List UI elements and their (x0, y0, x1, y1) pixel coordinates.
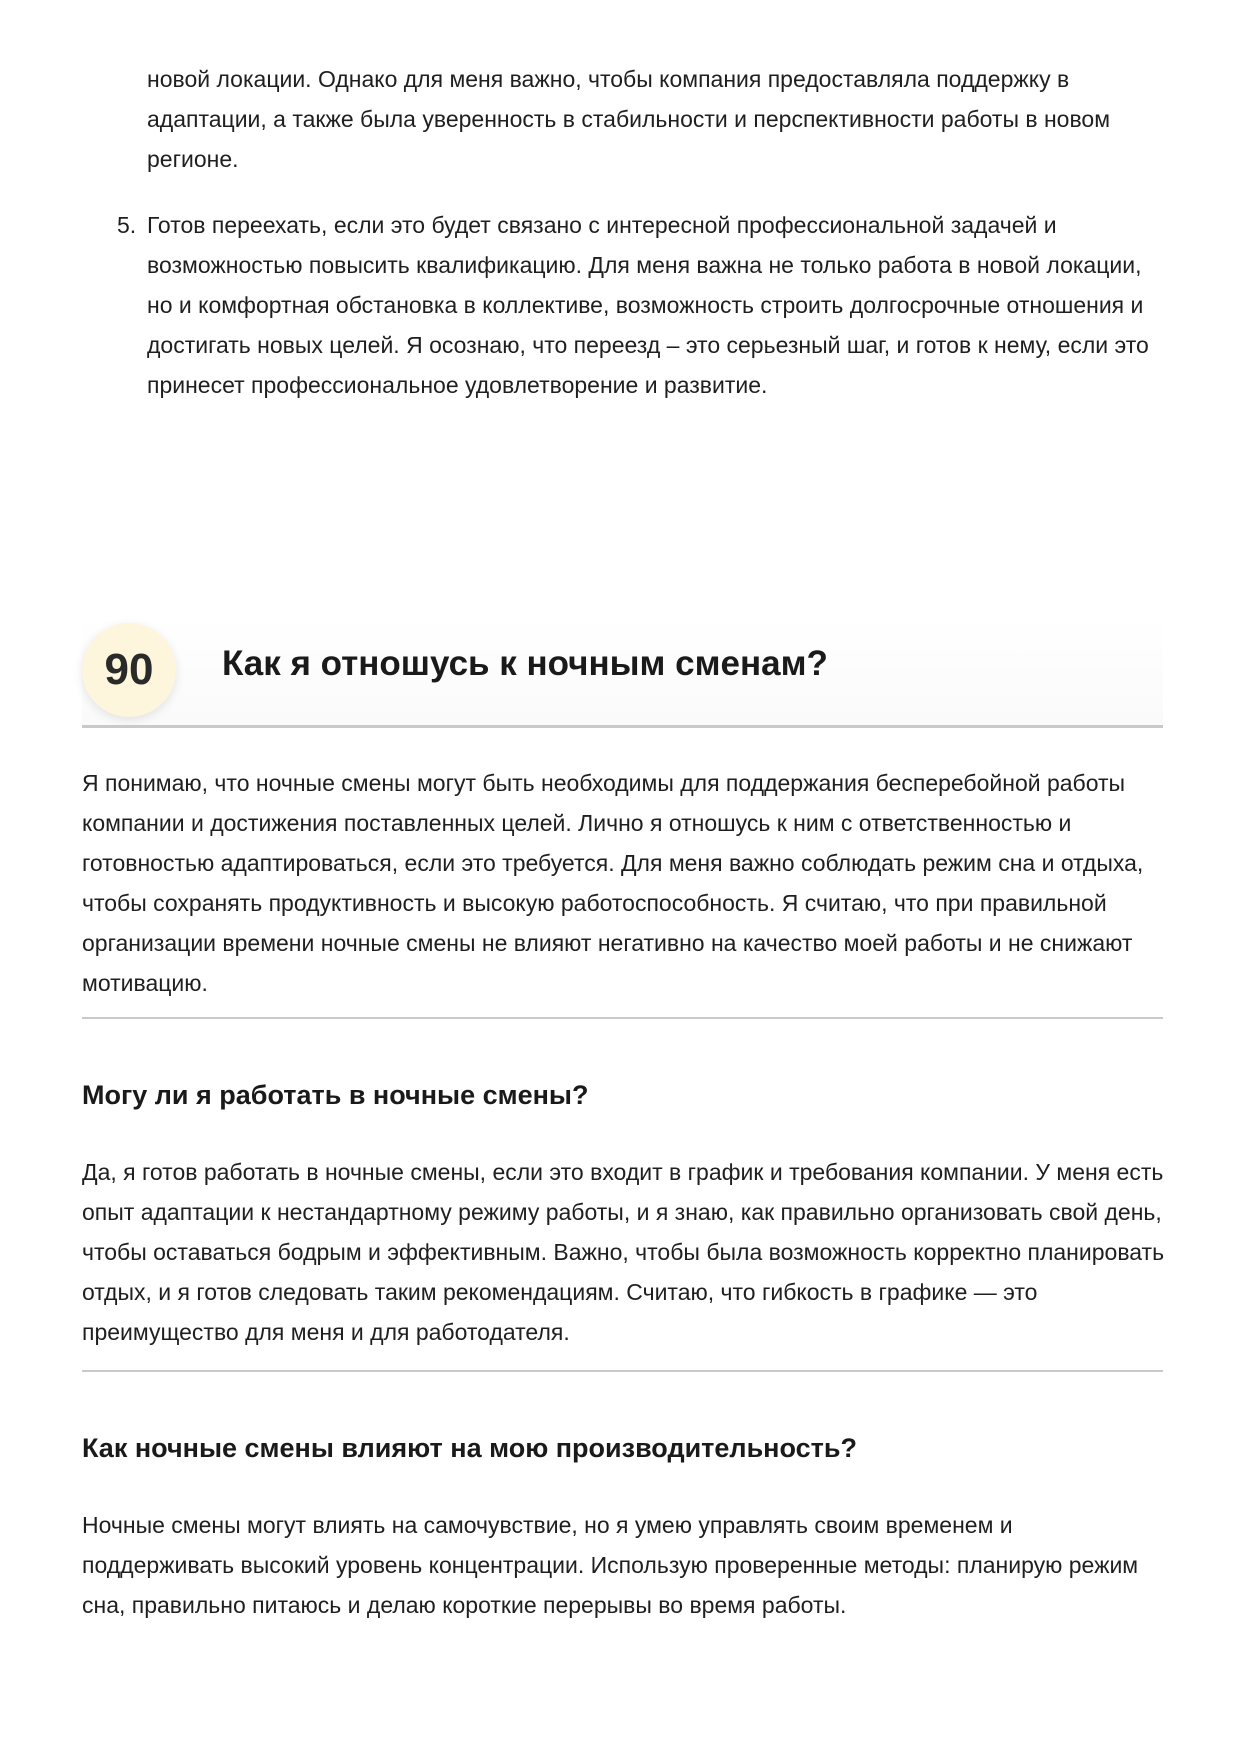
section-header (82, 615, 1163, 728)
list-item-text: новой локации. Однако для меня важно, чтобы компания предоставляла поддержку в адаптации, а также была уверенность в стабильности и перспективности работы в новом регионе. (147, 66, 1111, 172)
list-item-text: Готов переехать, если это будет связано с интересной профессиональной задачей и возможностью повысить квалификацию. Для меня важна не только работа в новой локации, но и комфортная обстановка в коллективе, возможность строить долгосрочные отношения и достигать новых целей. Я осознаю, что переезд – это серьезный шаг, и готов к нему, если это принесет профессиональное удовлетворение и развитие. (147, 212, 1149, 398)
section-intro-paragraph: Я понимаю, что ночные смены могут быть необходимы для поддержания бесперебойной работы компании и достижения поставленных целей. Лично я отношусь к ним с ответственностью и готовностью адаптироваться, если это требуется. Для меня важно соблюдать режим сна и отдыха, чтобы сохранять продуктивность и высокую работоспособность. Я считаю, что при правильной организации времени ночные смены не влияют негативно на качество моей работы и не снижают мотивацию. (82, 770, 1144, 996)
list-item-number: 5. (117, 212, 137, 238)
divider (82, 1017, 1163, 1019)
numbered-list (117, 59, 1167, 405)
list-item (117, 205, 1167, 405)
question-heading: Могу ли я работать в ночные смены? (82, 1080, 589, 1110)
section-title: Как я отношусь к ночным сменам? (222, 644, 828, 683)
answer-paragraph: Да, я готов работать в ночные смены, если это входит в график и требования компании. У меня есть опыт адаптации к нестандартному режиму работы, и я знаю, как правильно организовать свой день, чтобы оставаться бодрым и эффективным. Важно, чтобы была возможность корректно планировать отдых, и я готов следовать таким рекомендациям. Считаю, что гибкость в графике — это преимущество для меня и для работодателя. (82, 1159, 1165, 1345)
section-header-divider (82, 725, 1163, 728)
section-number-badge: 90 (82, 623, 176, 717)
list-item (117, 59, 1167, 179)
answer-paragraph: Ночные смены могут влиять на самочувствие, но я умею управлять своим временем и поддерживать высокий уровень концентрации. Использую проверенные методы: планирую режим сна, правильно питаюсь и делаю короткие перерывы во время работы. (82, 1512, 1139, 1618)
question-heading: Как ночные смены влияют на мою производительность? (82, 1433, 857, 1463)
divider (82, 1370, 1163, 1372)
